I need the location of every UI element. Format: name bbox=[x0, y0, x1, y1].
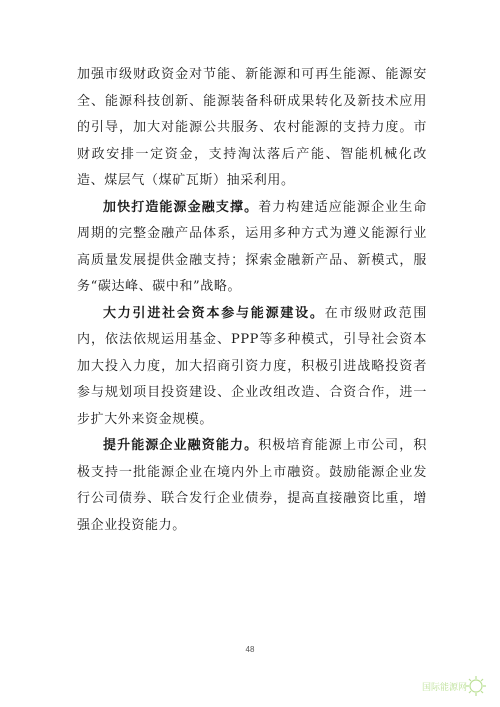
paragraph-text: 着力构建适应能源企业生命周期的完整金融产品体系，运用多种方式为遵义能源行业高质量发展提供金融支持；探索金融新产品、新模式，服务“碳达峰、碳中和”战略。 bbox=[77, 199, 427, 294]
paragraph-lead: 大力引进社会资本参与能源建设。 bbox=[103, 305, 325, 321]
paragraph bbox=[77, 62, 427, 195]
sun-logo-icon bbox=[420, 673, 490, 699]
paragraph-lead: 提升能源企业融资能力。 bbox=[103, 438, 259, 453]
watermark-text: 国际能源网 bbox=[422, 683, 468, 693]
paragraph-lead: 加快打造能源金融支撑。 bbox=[103, 199, 259, 215]
paragraph bbox=[77, 195, 427, 301]
watermark-logo bbox=[420, 673, 490, 699]
paragraph-text: 积极培育能源上市公司，积极支持一批能源企业在境内外上市融资。鼓励能源企业发行公司债券、联合发行企业债券，提高直接融资比重，增强企业投资能力。 bbox=[77, 438, 427, 533]
body-text bbox=[77, 62, 427, 539]
paragraph-text: 加强市级财政资金对节能、新能源和可再生能源、能源安全、能源科技创新、能源装备科研成果转化及新技术应用的引导，加大对能源公共服务、农村能源的支持力度。市财政安排一定资金，支持淘汰落后产能、智能机械化改造、煤层气（煤矿瓦斯）抽采利用。 bbox=[77, 67, 427, 188]
paragraph bbox=[77, 433, 427, 539]
paragraph-text: 在市级财政范围内，依法依规运用基金、PPP等多种模式，引导社会资本加大投入力度，加大招商引资力度，积极引进战略投资者参与规划项目投资建设、企业改组改造、合资合作，进一步扩大外来资金规模。 bbox=[77, 305, 427, 427]
page-number: 48 bbox=[245, 645, 255, 654]
paragraph bbox=[77, 301, 427, 434]
